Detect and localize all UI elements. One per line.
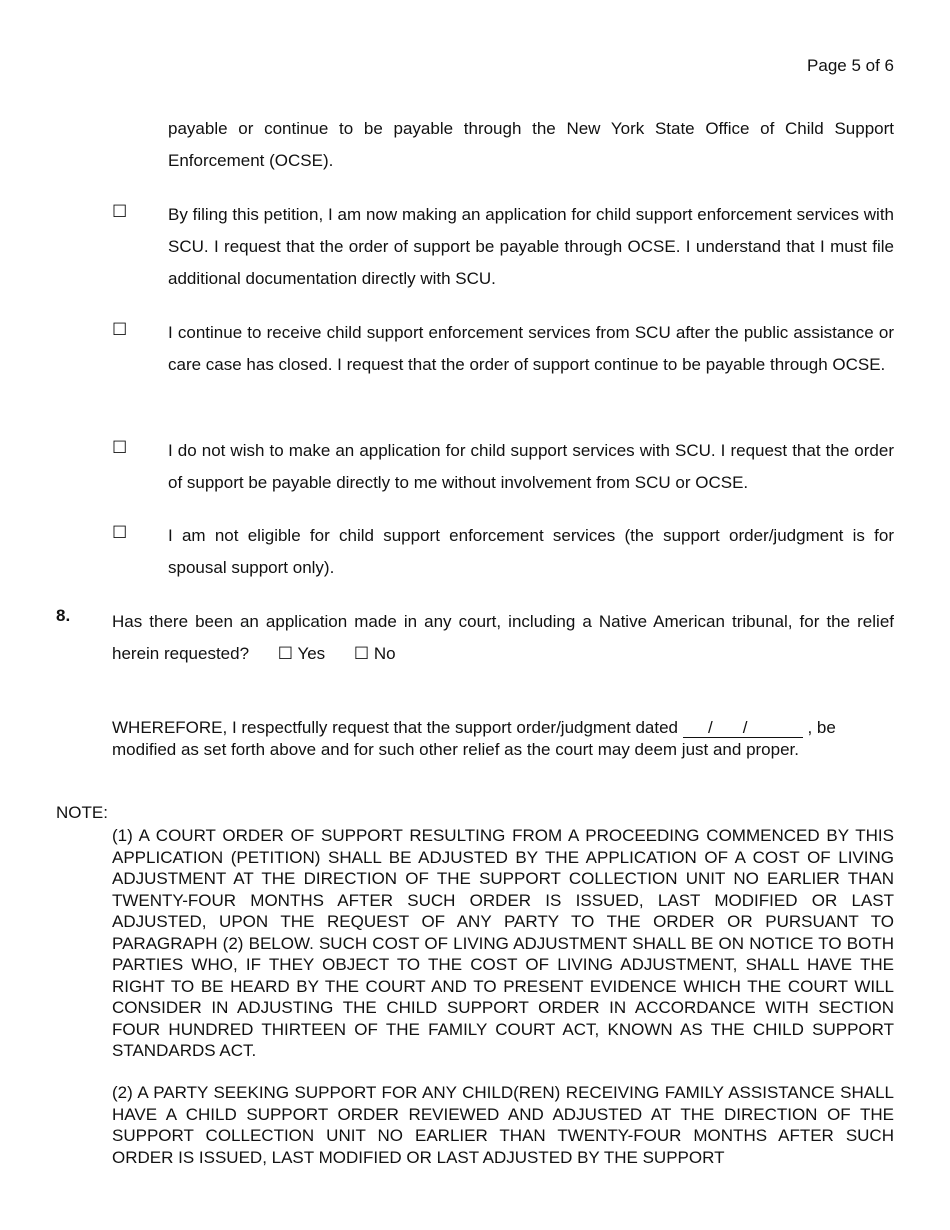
wherefore-text-before: WHEREFORE, I respectfully request that the support order/judgment dated bbox=[112, 718, 683, 737]
wherefore-clause bbox=[112, 717, 894, 761]
checkbox-option-1[interactable]: ☐ bbox=[112, 202, 128, 221]
no-checkbox[interactable]: ☐ No bbox=[353, 644, 396, 663]
note-paragraph-1: (1) A COURT ORDER OF SUPPORT RESULTING FROM A PROCEEDING COMMENCED BY THIS APPLICATION (PETITION) SHALL BE ADJUSTED BY THE APPLICATION OF A COST OF LIVING ADJUSTMENT AT THE DIRECTION OF THE SUPPORT COLLECTION UNIT NO EARLIER THAN TWENTY-FOUR MONTHS AFTER SUCH ORDER IS ISSUED, LAST MODIFIED OR LAST ADJUSTED, UPON THE REQUEST OF ANY PARTY TO THE ORDER OR PURSUANT TO PARAGRAPH (2) BELOW. SUCH COST OF LIVING ADJUSTMENT SHALL BE ON NOTICE TO BOTH PARTIES WHO, IF THEY OBJECT TO THE COST OF LIVING ADJUSTMENT, SHALL HAVE THE RIGHT TO BE HEARD BY THE COURT AND TO PRESENT EVIDENCE WHICH THE COURT WILL CONSIDER IN ADJUSTING THE CHILD SUPPORT ORDER IN ACCORDANCE WITH SECTION FOUR HUNDRED THIRTEEN OF THE FAMILY COURT ACT, KNOWN AS THE CHILD SUPPORT STANDARDS ACT. bbox=[112, 826, 894, 1060]
question-number: 8. bbox=[56, 606, 71, 625]
option-1-text: By filing this petition, I am now making an application for child support enforcement services with SCU. I request that the order of support be payable through OCSE. I understand that I must file additional documentation directly with SCU. bbox=[168, 205, 894, 288]
date-field[interactable]: // bbox=[683, 717, 803, 738]
checkbox-option-2[interactable]: ☐ bbox=[112, 320, 128, 339]
note-paragraph-2: (2) A PARTY SEEKING SUPPORT FOR ANY CHILD(REN) RECEIVING FAMILY ASSISTANCE SHALL HAVE A CHILD SUPPORT ORDER REVIEWED AND ADJUSTED AT THE DIRECTION OF THE SUPPORT COLLECTION UNIT NO EARLIER THAN TWENTY-FOUR MONTHS AFTER SUCH ORDER IS ISSUED, LAST MODIFIED OR LAST ADJUSTED BY THE SUPPORT bbox=[112, 1083, 894, 1167]
note-label: NOTE: bbox=[56, 803, 108, 822]
page-number: Page 5 of 6 bbox=[807, 56, 894, 75]
option-3-text: I do not wish to make an application for child support services with SCU. I request that the order of support be payable directly to me without involvement from SCU or OCSE. bbox=[168, 441, 894, 492]
continuation-text: payable or continue to be payable through the New York State Office of Child Support Enforcement (OCSE). bbox=[168, 119, 894, 170]
question-8 bbox=[112, 606, 894, 670]
question-text: Has there been an application made in any court, including a Native American tribunal, for the relief herein requested? bbox=[112, 612, 894, 663]
checkbox-option-3[interactable]: ☐ bbox=[112, 438, 128, 457]
wherefore-text-after: , be modified as set forth above and for such other relief as the court may deem just and proper. bbox=[112, 718, 836, 759]
option-4-text: I am not eligible for child support enforcement services (the support order/judgment is for spousal support only). bbox=[168, 526, 894, 577]
checkbox-option-4[interactable]: ☐ bbox=[112, 523, 128, 542]
option-2-text: I continue to receive child support enforcement services from SCU after the public assistance or care case has closed. I request that the order of support continue to be payable through OCSE. bbox=[168, 323, 894, 374]
yes-checkbox[interactable]: ☐ Yes bbox=[277, 644, 326, 663]
